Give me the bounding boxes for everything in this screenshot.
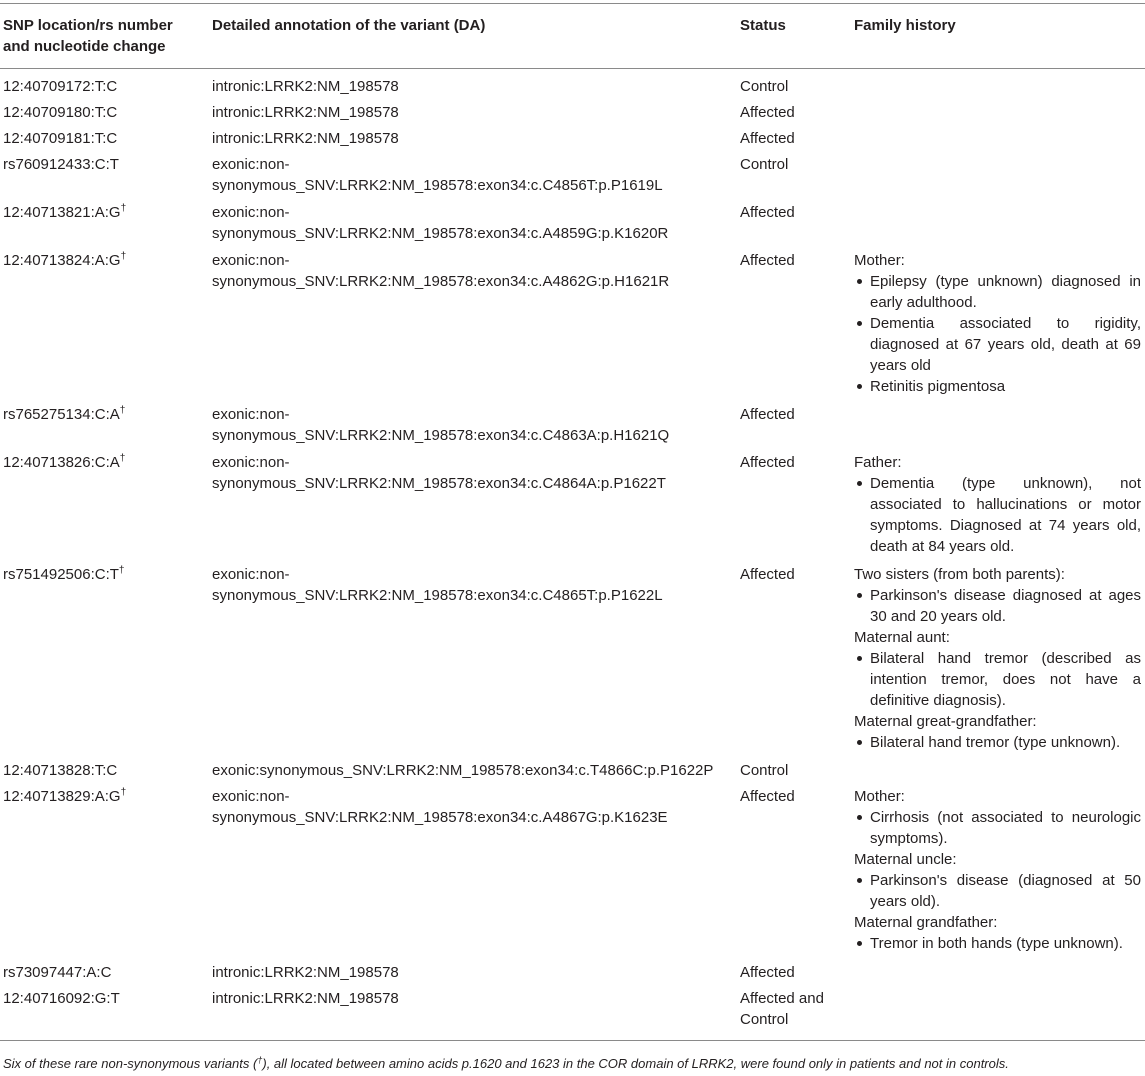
snp-cell: [3, 202, 203, 223]
status-cell: Affected: [740, 204, 795, 221]
history-item: Bilateral hand tremor (described as intention tremor, does not have a definitive diagnosis).: [854, 648, 1141, 711]
status-cell: Control: [740, 156, 789, 173]
relative-label: Maternal aunt:: [854, 629, 950, 646]
snp-text: 12:40709181:T:C: [3, 130, 118, 147]
snp-cell: [3, 564, 203, 585]
snp-cell: [3, 962, 203, 983]
table-row: [0, 102, 1145, 128]
table-row: [0, 962, 1145, 988]
table-row: [0, 250, 1145, 404]
dagger-mark: †: [119, 453, 126, 464]
relative-label: Maternal great-grandfather:: [854, 713, 1037, 730]
table-row: [0, 76, 1145, 102]
dagger-mark: †: [120, 787, 127, 798]
status-cell: Affected: [740, 252, 795, 269]
status-cell: Affected: [740, 788, 795, 805]
snp-text: rs751492506:C:T: [3, 566, 119, 583]
history-list: [854, 473, 1141, 557]
table-header: [0, 4, 1145, 69]
bottom-rule: [0, 1040, 1145, 1041]
snp-text: rs765275134:C:A: [3, 406, 120, 423]
history-item: Dementia (type unknown), not associated to hallucinations or motor symptoms. Diagnosed at 74 years old, death at 84 years old.: [854, 473, 1141, 557]
footnote-text-before: Six of these rare non-synonymous variants (: [3, 1056, 258, 1071]
annotation-cell: exonic:non- synonymous_SNV:LRRK2:NM_198578:exon34:c.A4862G:p.H1621R: [212, 252, 670, 290]
snp-cell: [3, 154, 203, 175]
table-row: [0, 452, 1145, 564]
relative-label: Maternal uncle:: [854, 851, 957, 868]
history-list: [854, 807, 1141, 849]
snp-cell: [3, 102, 203, 123]
relative-label: Father:: [854, 454, 902, 471]
status-cell: Affected and Control: [740, 990, 824, 1028]
snp-cell: [3, 250, 203, 271]
footnote-dagger: †: [257, 1055, 263, 1065]
status-cell: Affected: [740, 104, 795, 121]
annotation-cell: intronic:LRRK2:NM_198578: [212, 990, 399, 1007]
history-item: Retinitis pigmentosa: [854, 376, 1141, 397]
history-list: [854, 585, 1141, 627]
snp-cell: [3, 760, 203, 781]
annotation-cell: exonic:non- synonymous_SNV:LRRK2:NM_198578:exon34:c.C4863A:p.H1621Q: [212, 406, 670, 444]
snp-cell: [3, 76, 203, 97]
status-cell: Affected: [740, 406, 795, 423]
snp-text: rs73097447:A:C: [3, 964, 112, 981]
table-row: [0, 128, 1145, 154]
snp-text: 12:40713824:A:G: [3, 252, 121, 269]
annotation-cell: exonic:non- synonymous_SNV:LRRK2:NM_198578:exon34:c.A4859G:p.K1620R: [212, 204, 669, 242]
status-cell: Affected: [740, 454, 795, 471]
snp-cell: [3, 404, 203, 425]
relative-label: Mother:: [854, 788, 905, 805]
relative-label: Mother:: [854, 252, 905, 269]
history-list: [854, 271, 1141, 397]
snp-text: 12:40713829:A:G: [3, 788, 121, 805]
table-row: [0, 786, 1145, 962]
history-list: [854, 933, 1141, 954]
status-cell: Affected: [740, 130, 795, 147]
table-row: [0, 564, 1145, 760]
footnote-text-after: ), all located between amino acids p.1620 and 1623 in the COR domain of LRRK2, were found only in patients and not in controls.: [262, 1056, 1009, 1071]
history-item: Parkinson's disease diagnosed at ages 30 and 20 years old.: [854, 585, 1141, 627]
relative-label: Two sisters (from both parents):: [854, 566, 1065, 583]
status-cell: Control: [740, 78, 789, 95]
table-row: [0, 988, 1145, 1040]
family-history-cell: [854, 452, 1141, 557]
dagger-mark: †: [118, 565, 125, 576]
table-footnote: [3, 1055, 1143, 1073]
table-row: [0, 154, 1145, 202]
annotation-cell: exonic:non- synonymous_SNV:LRRK2:NM_198578:exon34:c.A4867G:p.K1623E: [212, 788, 668, 826]
family-history-cell: [854, 786, 1141, 954]
header-annotation: Detailed annotation of the variant (DA): [212, 17, 486, 34]
history-list: [854, 732, 1141, 753]
dagger-mark: †: [120, 203, 127, 214]
annotation-cell: exonic:non- synonymous_SNV:LRRK2:NM_198578:exon34:c.C4856T:p.P1619L: [212, 156, 663, 194]
status-cell: Control: [740, 762, 789, 779]
snp-cell: [3, 988, 203, 1009]
history-item: Tremor in both hands (type unknown).: [854, 933, 1141, 954]
annotation-cell: exonic:non- synonymous_SNV:LRRK2:NM_198578:exon34:c.C4864A:p.P1622T: [212, 454, 666, 492]
history-item: Bilateral hand tremor (type unknown).: [854, 732, 1141, 753]
snp-text: 12:40713826:C:A: [3, 454, 120, 471]
dagger-mark: †: [120, 251, 127, 262]
history-item: Epilepsy (type unknown) diagnosed in early adulthood.: [854, 271, 1141, 313]
header-status: Status: [740, 17, 786, 34]
dagger-mark: †: [119, 405, 126, 416]
snp-text: rs760912433:C:T: [3, 156, 119, 173]
annotation-cell: intronic:LRRK2:NM_198578: [212, 130, 399, 147]
annotation-cell: intronic:LRRK2:NM_198578: [212, 78, 399, 95]
history-list: [854, 870, 1141, 912]
family-history-cell: [854, 250, 1141, 397]
family-history-cell: [854, 564, 1141, 753]
annotation-cell: exonic:non- synonymous_SNV:LRRK2:NM_198578:exon34:c.C4865T:p.P1622L: [212, 566, 663, 604]
table-body: [0, 76, 1145, 1040]
header-family-history: Family history: [854, 17, 956, 34]
snp-text: 12:40709172:T:C: [3, 78, 118, 95]
relative-label: Maternal grandfather:: [854, 914, 998, 931]
snp-text: 12:40713828:T:C: [3, 762, 118, 779]
history-item: Parkinson's disease (diagnosed at 50 years old).: [854, 870, 1141, 912]
header-snp: SNP location/rs number and nucleotide change: [3, 17, 173, 55]
annotation-cell: intronic:LRRK2:NM_198578: [212, 964, 399, 981]
annotation-cell: exonic:synonymous_SNV:LRRK2:NM_198578:exon34:c.T4866C:p.P1622P: [212, 762, 714, 779]
history-item: Cirrhosis (not associated to neurologic symptoms).: [854, 807, 1141, 849]
snp-text: 12:40709180:T:C: [3, 104, 118, 121]
annotation-cell: intronic:LRRK2:NM_198578: [212, 104, 399, 121]
table-row: [0, 404, 1145, 452]
history-list: [854, 648, 1141, 711]
snp-cell: [3, 128, 203, 149]
table-row: [0, 202, 1145, 250]
variant-table: [0, 3, 1145, 1041]
snp-cell: [3, 452, 203, 473]
status-cell: Affected: [740, 566, 795, 583]
snp-text: 12:40713821:A:G: [3, 204, 121, 221]
table-row: [0, 760, 1145, 786]
status-cell: Affected: [740, 964, 795, 981]
history-item: Dementia associated to rigidity, diagnosed at 67 years old, death at 69 years old: [854, 313, 1141, 376]
snp-cell: [3, 786, 203, 807]
snp-text: 12:40716092:G:T: [3, 990, 120, 1007]
